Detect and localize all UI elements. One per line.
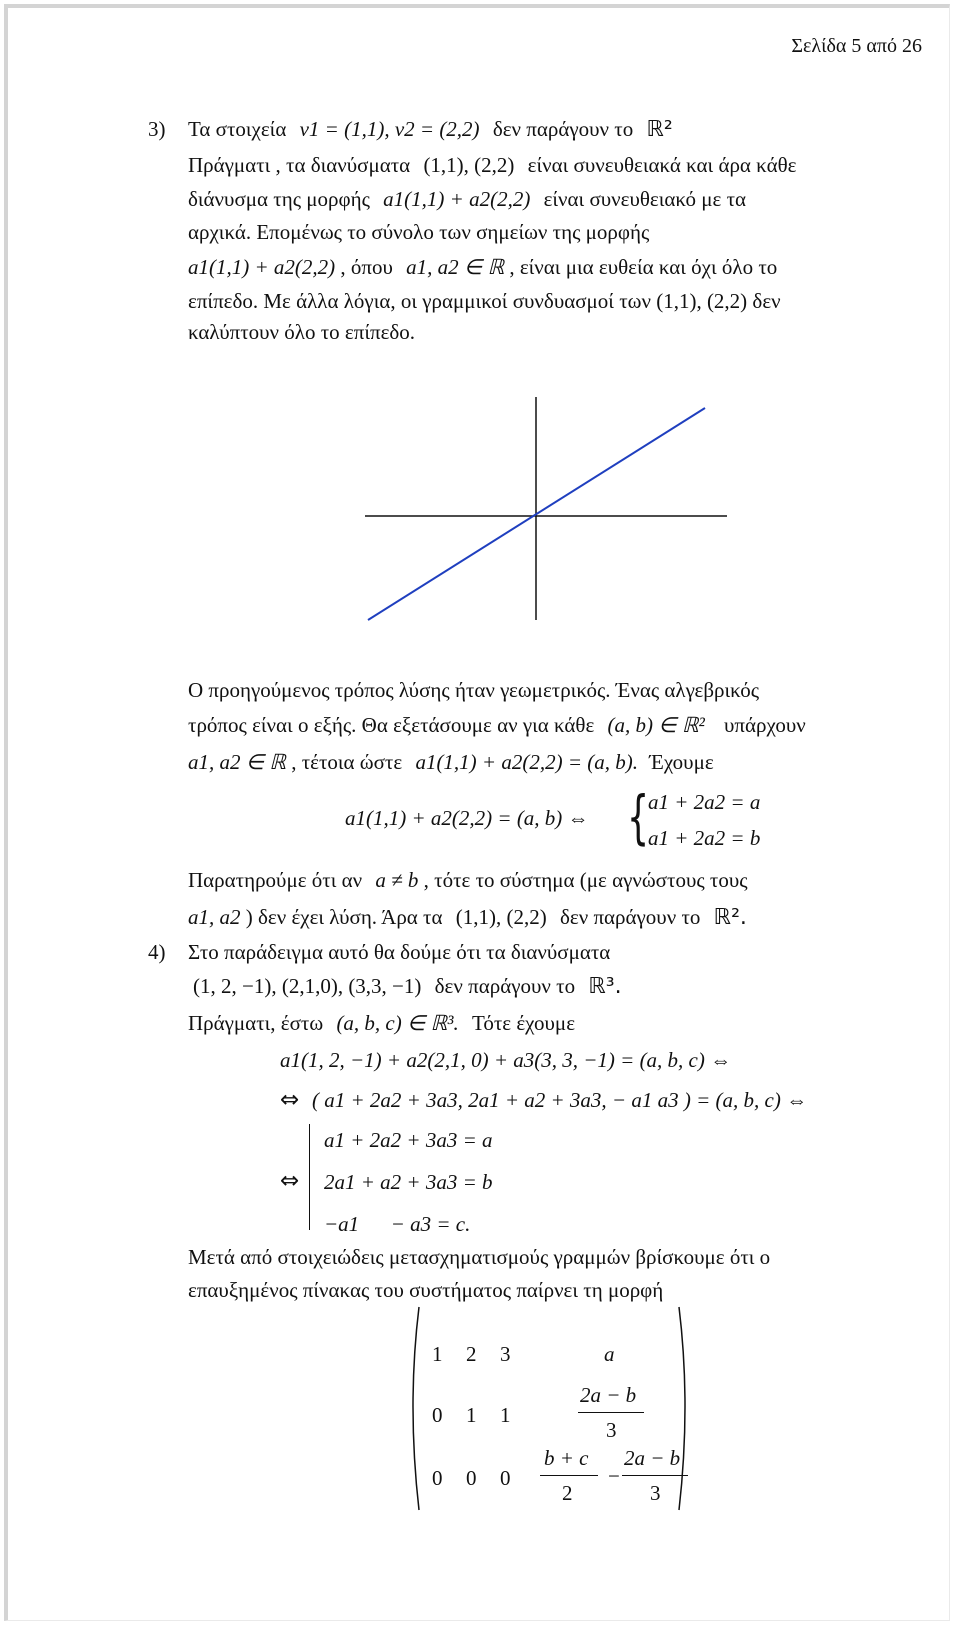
iff-icon: ⇔ xyxy=(280,1168,300,1194)
s3-obs-line2-math2: (1,1), (2,2) xyxy=(455,905,547,929)
s3-line5-mid: , όπου xyxy=(340,255,393,279)
s4-after-line2: επαυξημένος πίνακας του συστήματος παίρνει τη μορφή xyxy=(188,1278,664,1302)
fraction-bar xyxy=(540,1475,598,1476)
s4-line2-tail: δεν παράγουν το xyxy=(434,974,576,998)
matrix-r3c4-frac2-denominator: 3 xyxy=(650,1481,661,1505)
s4-line1: Στο παράδειγμα αυτό θα δούμε ότι τα διανύσματα xyxy=(188,940,611,964)
s3-line3-math: a1(1,1) + a2(2,2) xyxy=(383,187,531,211)
s3-para2-line2-math: (a, b) ∈ ℝ² xyxy=(607,713,705,737)
s3-para2-line2 xyxy=(188,715,806,736)
s3-system-lhs: a1(1,1) + a2(2,2) = (a, b) ⇔ xyxy=(345,806,589,830)
matrix-r3c4-frac1-numerator: b + c xyxy=(544,1446,589,1470)
matrix-r2c4-denominator: 3 xyxy=(606,1418,617,1442)
s4-eq2: ( a1 + 2a2 + 3a3, 2a1 + a2 + 3a3, − a1 a3 ) = (a, b, c) ⇔ xyxy=(312,1088,808,1112)
s3-obs-line2 xyxy=(188,907,747,929)
matrix-r2c3: 1 xyxy=(500,1403,511,1427)
s4-sys-eq2: 2a1 + a2 + 3a3 = b xyxy=(324,1170,493,1194)
matrix-r1c1: 1 xyxy=(432,1342,443,1366)
minus-sign: − xyxy=(608,1464,620,1488)
s3-line6: επίπεδο. Με άλλα λόγια, οι γραμμικοί συνδυασμοί των (1,1), (2,2) δεν xyxy=(188,289,781,313)
s4-line3-tail: Τότε έχουμε xyxy=(471,1011,576,1035)
s3-line2-math: (1,1), (2,2) xyxy=(423,153,515,177)
s3-line2 xyxy=(188,155,796,176)
s3-obs-line2-tail: δεν παράγουν το xyxy=(559,905,701,929)
s3-para2-line3-mid: , τέτοια ώστε xyxy=(291,750,403,774)
line-through-origin-figure xyxy=(350,395,740,625)
s3-line4: αρχικά. Επομένως το σύνολο των σημείων της μορφής xyxy=(188,220,650,244)
s3-line5-math: a1(1,1) + a2(2,2) xyxy=(188,255,336,279)
s3-line3-head: διάνυσμα της μορφής xyxy=(188,187,370,211)
fraction-bar xyxy=(622,1475,688,1476)
s3-para2-line1: Ο προηγούμενος τρόπος λύσης ήταν γεωμετρικός. Ένας αλγεβρικός xyxy=(188,678,760,702)
matrix-r2c2: 1 xyxy=(466,1403,477,1427)
s4-line3 xyxy=(188,1013,575,1034)
matrix-r3c1: 0 xyxy=(432,1466,443,1490)
s3-line2-tail: είναι συνευθειακά και άρα κάθε xyxy=(527,153,797,177)
iff-icon: ⇔ xyxy=(280,1087,300,1113)
item-number-4: 4) xyxy=(148,940,166,964)
s4-after-line1: Μετά από στοιχειώδεις μετασχηματισμούς γραμμών βρίσκουμε ότι ο xyxy=(188,1245,771,1269)
s3-obs-line1 xyxy=(188,870,748,891)
s3-obs-line1-head: Παρατηρούμε ότι αν xyxy=(188,868,363,892)
matrix-r3c2: 0 xyxy=(466,1466,477,1490)
s3-para2-line3-tail: Έχουμε xyxy=(649,750,714,774)
fraction-bar xyxy=(578,1412,644,1413)
matrix-r3c3: 0 xyxy=(500,1466,511,1490)
s3-obs-line1-math: a ≠ b xyxy=(375,868,419,892)
page-number-label: Σελίδα 5 από 26 xyxy=(791,35,922,57)
s3-line3-tail: είναι συνευθειακό με τα xyxy=(543,187,747,211)
real-numbers-symbol: ℝ². xyxy=(713,905,747,930)
item-number-3: 3) xyxy=(148,117,166,141)
s3-line1-tail: δεν παράγουν το xyxy=(492,117,634,141)
s3-line1-text: Τα στοιχεία xyxy=(188,117,287,141)
s3-para2-line2-head: τρόπος είναι ο εξής. Θα εξετάσουμε αν για κάθε xyxy=(188,713,595,737)
s3-obs-line2-mid: ) δεν έχει λύση. Άρα τα xyxy=(245,905,443,929)
s4-sys-eq1: a1 + 2a2 + 3a3 = a xyxy=(324,1128,493,1152)
matrix-r3c4-frac1-denominator: 2 xyxy=(562,1481,573,1505)
s3-para2-line2-tail: υπάρχουν xyxy=(724,713,806,737)
matrix-r1c3: 3 xyxy=(500,1342,511,1366)
s3-para2-line3-math2: a1(1,1) + a2(2,2) = (a, b). xyxy=(415,750,638,774)
s3-line5-math2: a1, a2 ∈ ℝ xyxy=(406,255,505,279)
matrix-r2c4-numerator: 2a − b xyxy=(580,1383,637,1407)
s3-line3 xyxy=(188,189,746,210)
real-numbers-symbol: ℝ² xyxy=(646,117,673,142)
s3-line2-head: Πράγματι , τα διανύσματα xyxy=(188,153,411,177)
s4-sys-eq3: −a1 − a3 = c. xyxy=(324,1212,471,1236)
matrix-r1c4: a xyxy=(604,1342,615,1366)
s3-system-eq1: a1 + 2a2 = a xyxy=(648,790,761,814)
s4-line3-head: Πράγματι, έστω xyxy=(188,1011,324,1035)
matrix-r3c4-frac2-numerator: 2a − b xyxy=(624,1446,681,1470)
s3-obs-line2-math: a1, a2 xyxy=(188,905,241,929)
s3-line1 xyxy=(188,119,673,141)
s3-para2-line3 xyxy=(188,752,714,773)
s3-line7: καλύπτουν όλο το επίπεδο. xyxy=(188,320,416,344)
s4-line2 xyxy=(193,976,622,998)
s3-system-eq2: a1 + 2a2 = b xyxy=(648,826,761,850)
s3-line5 xyxy=(188,257,777,278)
left-brace-icon: { xyxy=(627,783,650,851)
left-bracket-icon xyxy=(309,1124,316,1230)
matrix-r2c1: 0 xyxy=(432,1403,443,1427)
s3-obs-line1-tail: , τότε το σύστημα (με αγνώστους τους xyxy=(423,868,748,892)
matrix-r1c2: 2 xyxy=(466,1342,477,1366)
real-numbers-symbol: ℝ³. xyxy=(588,974,622,999)
s4-eq1: a1(1, 2, −1) + a2(2,1, 0) + a3(3, 3, −1) = (a, b, c) ⇔ xyxy=(280,1048,732,1072)
s3-line1-math: v1 = (1,1), v2 = (2,2) xyxy=(299,117,480,141)
s3-para2-line3-math: a1, a2 ∈ ℝ xyxy=(188,750,286,774)
s4-line2-math: (1, 2, −1), (2,1,0), (3,3, −1) xyxy=(193,974,422,998)
s4-line3-math: (a, b, c) ∈ ℝ³. xyxy=(336,1011,459,1035)
s3-line5-tail: , είναι μια ευθεία και όχι όλο το xyxy=(509,255,778,279)
